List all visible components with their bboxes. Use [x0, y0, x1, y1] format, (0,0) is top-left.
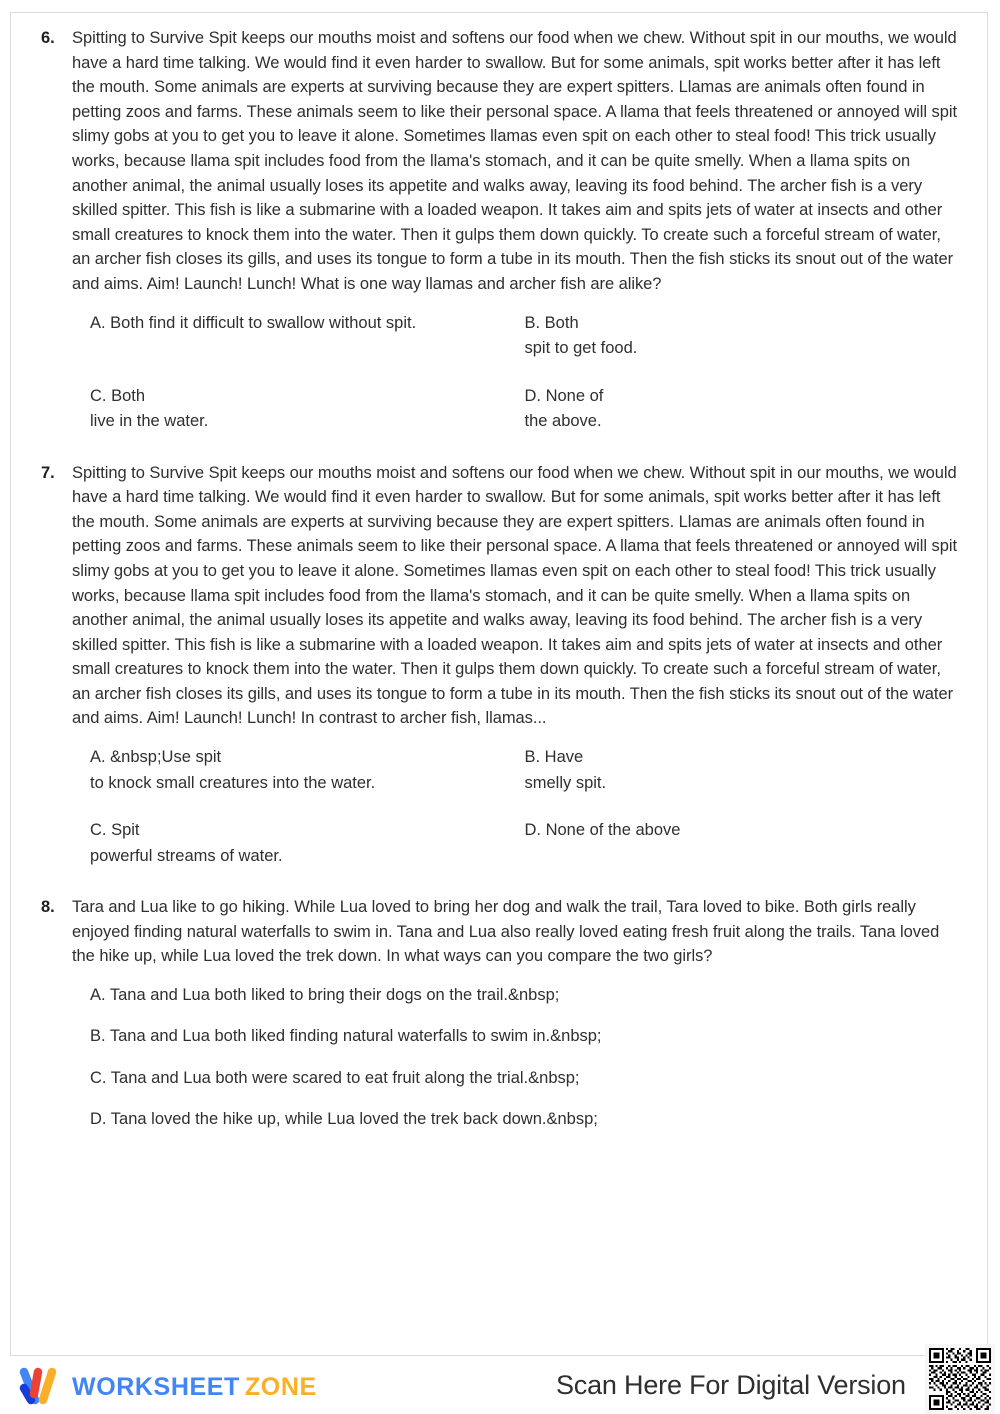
choice-c[interactable] [90, 384, 525, 435]
choice-row-spacer [90, 362, 959, 384]
question-6-number: 6. [41, 29, 55, 47]
choice-c-line2: powerful streams of water. [90, 846, 283, 865]
choice-d-line2: the above. [524, 412, 602, 431]
choice-row-ab [90, 745, 959, 796]
choice-c-line1: C. Spit [90, 821, 140, 840]
choice-d[interactable] [525, 384, 960, 435]
question-8-text: Tara and Lua like to go hiking. While Lua loved to bring her dog and walk the trail, Tara loved to bike. Both girls really enjoyed finding natural waterfalls to swim in. Tana and Lua also really loved eating fresh fruit along the trails. Tana loved the hike up, while Lua loved the trek down. In what ways can you compare the two girls? [72, 898, 940, 966]
worksheet-page [10, 12, 988, 1356]
choice-a[interactable] [90, 745, 525, 796]
logo-word-worksheet: WORKSHEET [72, 1372, 240, 1401]
question-6-text: Spitting to Survive Spit keeps our mouths moist and softens our food when we chew. Without spit in our mouths, we would have a hard time talking. We would find it even harder to swallow. But for some animals, spit works better after it has left the mouth. Some animals are experts at surviving because they are expert spitters. Llamas are animals often found in petting zoos and farms. These animals seem to like their personal space. A llama that feels threatened or annoyed will spit slimy gobs at you to get you to leave it alone. Sometimes llamas even spit on each other to steal food! This trick usually works, because llama spit includes food from the llama's stomach, and it can be quite smelly. When a llama spits on another animal, the animal usually loses its appetite and walks away, leaving its food behind. The archer fish is a very skilled spitter. This fish is like a submarine with a loaded weapon. It takes aim and spits jets of water at insects and other small creatures to knock them into the water. Then it gulps them down quickly. To create such a forceful stream of water, an archer fish closes its gills, and uses its tongue to form a tube in its mouth. Then the fish sticks its snout out of the water and aims. Aim! Launch! Lunch! What is one way llamas and archer fish are alike? [72, 29, 958, 293]
choice-row-cd [90, 384, 959, 435]
choice-c[interactable] [90, 818, 525, 869]
questions-container [31, 26, 959, 1133]
choice-a-line1: A. &nbsp;Use spit [90, 748, 222, 767]
choice-a[interactable] [90, 311, 525, 362]
choice-d[interactable] [525, 818, 960, 869]
question-spacer [31, 435, 959, 461]
question-7-number: 7. [41, 463, 55, 482]
question-7-choices [72, 745, 959, 869]
question-8-number: 8. [41, 898, 55, 917]
worksheet-zone-logo[interactable] [18, 1366, 317, 1408]
choice-d-line1: D. None of [524, 386, 604, 405]
choice-b-line1: B. Have [524, 748, 584, 767]
choice-c-line1: C. Both [90, 386, 146, 405]
choice-b[interactable] [525, 311, 960, 362]
question-6 [31, 26, 959, 435]
question-7-text: Spitting to Survive Spit keeps our mouths moist and softens our food when we chew. Without spit in our mouths, we would have a hard time talking. We would find it even harder to swallow. But for some animals, spit works better after it has left the mouth. Some animals are experts at surviving because they are expert spitters. Llamas are animals often found in petting zoos and farms. These animals seem to like their personal space. A llama that feels threatened or annoyed will spit slimy gobs at you to get you to leave it alone. Sometimes llamas even spit on each other to steal food! This trick usually works, because llama spit includes food from the llama's stomach, and it can be quite smelly. When a llama spits on another animal, the animal usually loses its appetite and walks away, leaving its food behind. The archer fish is a very skilled spitter. This fish is like a submarine with a loaded weapon. It takes aim and spits jets of water at insects and other small creatures to knock them into the water. Then it gulps them down quickly. To create such a forceful stream of water, an archer fish closes its gills, and uses its tongue to form a tube in its mouth. Then the fish sticks its snout out of the water and aims. Aim! Launch! Lunch! In contrast to archer fish, llamas... [72, 463, 958, 728]
choice-a[interactable]: A. Tana and Lua both liked to bring their dogs on the trail.&nbsp; [90, 985, 560, 1004]
choice-b[interactable]: B. Tana and Lua both liked finding natural waterfalls to swim in.&nbsp; [90, 1027, 602, 1046]
choice-b-line2: spit to get food. [524, 339, 638, 358]
choice-b[interactable] [525, 745, 960, 796]
question-8 [31, 895, 959, 1133]
question-8-choices [72, 983, 959, 1133]
question-spacer [31, 869, 959, 895]
choice-row-ab [90, 311, 959, 362]
choice-b-line2: smelly spit. [524, 773, 607, 792]
page-footer [0, 1360, 1000, 1414]
qr-code-icon[interactable] [925, 1344, 995, 1414]
choice-row-cd [90, 818, 959, 869]
scan-here-label: Scan Here For Digital Version [556, 1370, 906, 1400]
question-7 [31, 461, 959, 870]
choice-row-spacer [90, 796, 959, 818]
choice-d[interactable]: D. Tana loved the hike up, while Lua loved the trek back down.&nbsp; [90, 1110, 598, 1129]
logo-word-zone: ZONE [244, 1372, 317, 1401]
choice-c[interactable]: C. Tana and Lua both were scared to eat fruit along the trial.&nbsp; [90, 1068, 580, 1087]
choice-a-line1: A. Both find it difficult to swallow without spit. [90, 313, 417, 332]
logo-wordmark [72, 1373, 317, 1402]
question-6-choices [72, 311, 959, 435]
w-mark-icon [18, 1366, 62, 1408]
choice-c-line2: live in the water. [90, 412, 209, 431]
choice-b-line1: B. Both [524, 313, 579, 332]
choice-a-line2: to knock small creatures into the water. [90, 773, 376, 792]
choice-d-line1: D. None of the above [524, 821, 681, 840]
